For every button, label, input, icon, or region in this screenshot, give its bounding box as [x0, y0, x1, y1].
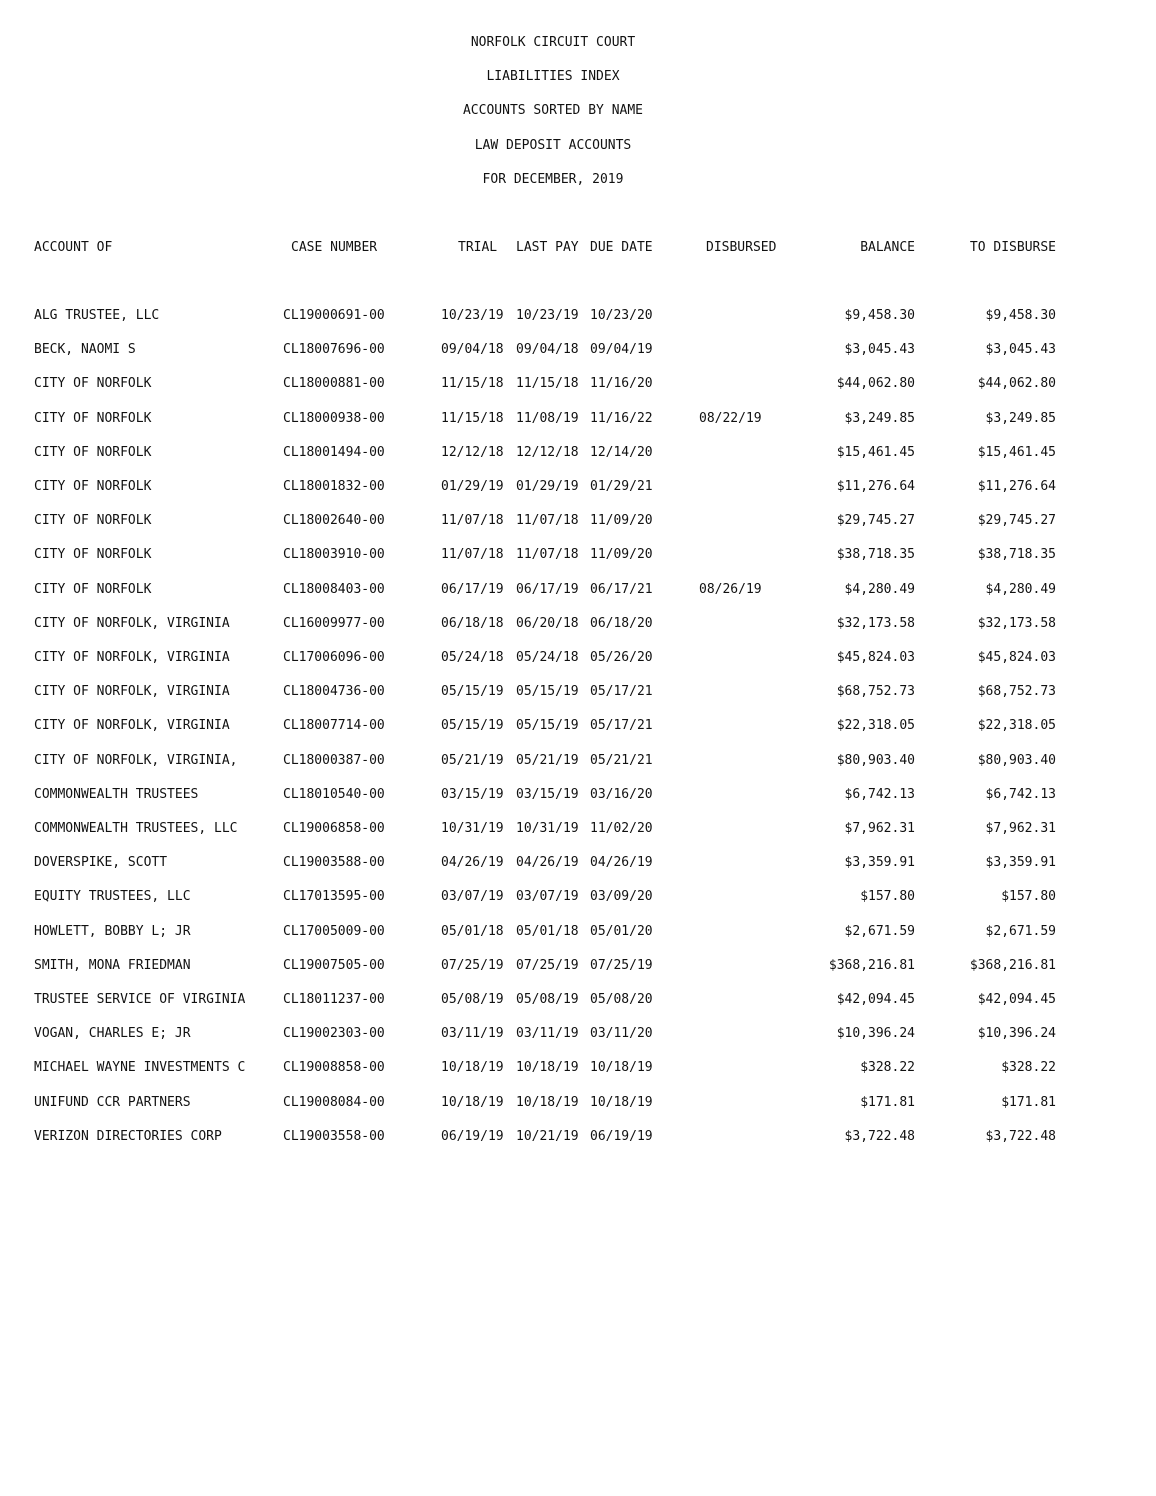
account-of-cell: CITY OF NORFOLK — [34, 479, 152, 494]
account-of-cell: CITY OF NORFOLK, VIRGINIA — [34, 684, 230, 700]
to-disburse-cell: $3,359.91 — [985, 855, 1056, 871]
column-header-account-of: ACCOUNT OF — [34, 240, 113, 255]
last-pay-cell: 11/15/18 — [516, 376, 579, 392]
last-pay-cell: 03/15/19 — [516, 786, 579, 802]
account-of-cell: CITY OF NORFOLK — [34, 513, 152, 529]
trial-cell: 05/01/18 — [441, 923, 504, 939]
to-disburse-cell: $22,318.05 — [977, 718, 1056, 734]
disbursed-cell: 08/22/19 — [699, 410, 762, 426]
due-date-cell: 05/21/21 — [590, 752, 653, 768]
balance-cell: $45,824.03 — [836, 650, 915, 665]
table-row — [0, 717, 1156, 735]
to-disburse-cell: $157.80 — [1001, 889, 1056, 905]
to-disburse-cell: $38,718.35 — [977, 547, 1056, 563]
table-row — [0, 923, 1156, 941]
account-of-cell: CITY OF NORFOLK, VIRGINIA — [34, 615, 230, 631]
trial-cell: 11/15/18 — [441, 376, 504, 392]
balance-cell: $10,396.24 — [836, 1026, 915, 1042]
trial-cell: 05/21/19 — [441, 752, 504, 768]
last-pay-cell: 10/31/19 — [516, 821, 579, 836]
case-number-cell: CL18010540-00 — [283, 786, 385, 802]
trial-cell: 06/17/19 — [441, 581, 504, 597]
case-number-cell: CL18000881-00 — [283, 376, 385, 392]
due-date-cell: 10/23/20 — [590, 308, 653, 323]
table-row — [0, 991, 1156, 1009]
case-number-cell: CL19000691-00 — [283, 308, 385, 323]
last-pay-cell: 05/21/19 — [516, 752, 579, 768]
balance-cell: $328.22 — [860, 1060, 915, 1076]
due-date-cell: 03/09/20 — [590, 889, 653, 905]
due-date-cell: 11/09/20 — [590, 513, 653, 529]
due-date-cell: 06/19/19 — [590, 1128, 653, 1144]
due-date-cell: 07/25/19 — [590, 957, 653, 973]
balance-cell: $29,745.27 — [836, 513, 915, 529]
due-date-cell: 04/26/19 — [590, 855, 653, 871]
table-row — [0, 375, 1156, 393]
report-header — [0, 34, 1106, 205]
last-pay-cell: 11/07/18 — [516, 547, 579, 563]
table-row — [0, 820, 1156, 838]
to-disburse-cell: $29,745.27 — [977, 513, 1056, 529]
due-date-cell: 05/26/20 — [590, 650, 653, 665]
account-of-cell: COMMONWEALTH TRUSTEES — [34, 786, 199, 802]
trial-cell: 11/07/18 — [441, 547, 504, 563]
account-of-cell: CITY OF NORFOLK — [34, 376, 152, 392]
trial-cell: 05/08/19 — [441, 992, 504, 1007]
table-row — [0, 1094, 1156, 1112]
to-disburse-cell: $44,062.80 — [977, 376, 1056, 392]
due-date-cell: 05/17/21 — [590, 684, 653, 700]
table-row — [0, 649, 1156, 667]
to-disburse-cell: $32,173.58 — [977, 615, 1056, 631]
table-row — [0, 1025, 1156, 1043]
case-number-cell: CL17006096-00 — [283, 650, 385, 665]
trial-cell: 10/23/19 — [441, 308, 504, 323]
trial-cell: 06/19/19 — [441, 1128, 504, 1144]
due-date-cell: 11/09/20 — [590, 547, 653, 563]
case-number-cell: CL18007714-00 — [283, 718, 385, 734]
column-header-disbursed: DISBURSED — [706, 240, 777, 255]
to-disburse-cell: $3,249.85 — [985, 410, 1056, 426]
account-of-cell: VOGAN, CHARLES E; JR — [34, 1026, 191, 1042]
to-disburse-cell: $171.81 — [1001, 1094, 1056, 1110]
account-of-cell: ALG TRUSTEE, LLC — [34, 308, 160, 323]
sort-description: ACCOUNTS SORTED BY NAME — [462, 103, 643, 119]
due-date-cell: 03/16/20 — [590, 786, 653, 802]
last-pay-cell: 03/07/19 — [516, 889, 579, 905]
trial-cell: 06/18/18 — [441, 615, 504, 631]
balance-cell: $7,962.31 — [844, 821, 915, 836]
case-number-cell: CL19007505-00 — [283, 957, 385, 973]
last-pay-cell: 06/17/19 — [516, 581, 579, 597]
to-disburse-cell: $3,722.48 — [985, 1128, 1056, 1144]
balance-cell: $6,742.13 — [844, 786, 915, 802]
to-disburse-cell: $2,671.59 — [985, 923, 1056, 939]
due-date-cell: 05/01/20 — [590, 923, 653, 939]
table-row — [0, 478, 1156, 496]
trial-cell: 11/15/18 — [441, 410, 504, 426]
last-pay-cell: 09/04/18 — [516, 342, 579, 358]
balance-cell: $368,216.81 — [828, 957, 915, 973]
column-header-to-disburse: TO DISBURSE — [969, 240, 1056, 255]
account-of-cell: EQUITY TRUSTEES, LLC — [34, 889, 191, 905]
case-number-cell: CL18000387-00 — [283, 752, 385, 768]
column-header-row — [0, 239, 1156, 257]
table-row — [0, 581, 1156, 599]
due-date-cell: 05/17/21 — [590, 718, 653, 734]
account-of-cell: TRUSTEE SERVICE OF VIRGINIA — [34, 992, 246, 1007]
last-pay-cell: 10/18/19 — [516, 1060, 579, 1076]
due-date-cell: 11/16/20 — [590, 376, 653, 392]
balance-cell: $3,045.43 — [844, 342, 915, 358]
table-row — [0, 683, 1156, 701]
case-number-cell: CL19003558-00 — [283, 1128, 385, 1144]
table-row — [0, 786, 1156, 804]
account-of-cell: UNIFUND CCR PARTNERS — [34, 1094, 191, 1110]
due-date-cell: 12/14/20 — [590, 444, 653, 460]
due-date-cell: 03/11/20 — [590, 1026, 653, 1042]
trial-cell: 04/26/19 — [441, 855, 504, 871]
case-number-cell: CL18000938-00 — [283, 410, 385, 426]
account-of-cell: CITY OF NORFOLK, VIRGINIA, — [34, 752, 238, 768]
to-disburse-cell: $68,752.73 — [977, 684, 1056, 700]
balance-cell: $11,276.64 — [836, 479, 915, 494]
table-row — [0, 444, 1156, 462]
account-of-cell: COMMONWEALTH TRUSTEES, LLC — [34, 821, 238, 836]
trial-cell: 07/25/19 — [441, 957, 504, 973]
account-of-cell: MICHAEL WAYNE INVESTMENTS C — [34, 1060, 246, 1076]
last-pay-cell: 05/08/19 — [516, 992, 579, 1007]
case-number-cell: CL18008403-00 — [283, 581, 385, 597]
due-date-cell: 05/08/20 — [590, 992, 653, 1007]
balance-cell: $42,094.45 — [836, 992, 915, 1007]
trial-cell: 03/15/19 — [441, 786, 504, 802]
last-pay-cell: 04/26/19 — [516, 855, 579, 871]
case-number-cell: CL18001832-00 — [283, 479, 385, 494]
last-pay-cell: 05/15/19 — [516, 718, 579, 734]
to-disburse-cell: $6,742.13 — [985, 786, 1056, 802]
trial-cell: 03/11/19 — [441, 1026, 504, 1042]
due-date-cell: 06/18/20 — [590, 615, 653, 631]
case-number-cell: CL17013595-00 — [283, 889, 385, 905]
to-disburse-cell: $7,962.31 — [985, 821, 1056, 836]
table-row — [0, 1059, 1156, 1077]
table-row — [0, 410, 1156, 428]
last-pay-cell: 01/29/19 — [516, 479, 579, 494]
column-header-case-number: CASE NUMBER — [291, 240, 378, 255]
balance-cell: $3,249.85 — [844, 410, 915, 426]
table-row — [0, 957, 1156, 975]
balance-cell: $9,458.30 — [844, 308, 915, 323]
to-disburse-cell: $3,045.43 — [985, 342, 1056, 358]
trial-cell: 05/24/18 — [441, 650, 504, 665]
due-date-cell: 11/16/22 — [590, 410, 653, 426]
to-disburse-cell: $9,458.30 — [985, 308, 1056, 323]
column-header-trial: TRIAL — [458, 240, 498, 255]
table-row — [0, 341, 1156, 359]
to-disburse-cell: $15,461.45 — [977, 444, 1056, 460]
balance-cell: $157.80 — [860, 889, 915, 905]
balance-cell: $3,722.48 — [844, 1128, 915, 1144]
case-number-cell: CL19008858-00 — [283, 1060, 385, 1076]
balance-cell: $3,359.91 — [844, 855, 915, 871]
account-of-cell: HOWLETT, BOBBY L; JR — [34, 923, 191, 939]
report-period: FOR DECEMBER, 2019 — [482, 171, 624, 187]
case-number-cell: CL18004736-00 — [283, 684, 385, 700]
last-pay-cell: 10/21/19 — [516, 1128, 579, 1144]
table-row — [0, 615, 1156, 633]
to-disburse-cell: $11,276.64 — [977, 479, 1056, 494]
trial-cell: 05/15/19 — [441, 718, 504, 734]
last-pay-cell: 11/08/19 — [516, 410, 579, 426]
to-disburse-cell: $368,216.81 — [969, 957, 1056, 973]
case-number-cell: CL19006858-00 — [283, 821, 385, 836]
trial-cell: 09/04/18 — [441, 342, 504, 358]
case-number-cell: CL17005009-00 — [283, 923, 385, 939]
table-row — [0, 1128, 1156, 1146]
account-of-cell: CITY OF NORFOLK, VIRGINIA — [34, 718, 230, 734]
trial-cell: 03/07/19 — [441, 889, 504, 905]
trial-cell: 12/12/18 — [441, 444, 504, 460]
disbursed-cell: 08/26/19 — [699, 581, 762, 597]
account-type: LAW DEPOSIT ACCOUNTS — [474, 137, 632, 153]
last-pay-cell: 03/11/19 — [516, 1026, 579, 1042]
balance-cell: $32,173.58 — [836, 615, 915, 631]
table-row — [0, 546, 1156, 564]
balance-cell: $4,280.49 — [844, 581, 915, 597]
case-number-cell: CL19008084-00 — [283, 1094, 385, 1110]
balance-cell: $171.81 — [860, 1094, 915, 1110]
due-date-cell: 06/17/21 — [590, 581, 653, 597]
last-pay-cell: 05/01/18 — [516, 923, 579, 939]
account-of-cell: CITY OF NORFOLK — [34, 410, 152, 426]
column-header-last-pay: LAST PAY — [516, 240, 579, 255]
last-pay-cell: 06/20/18 — [516, 615, 579, 631]
to-disburse-cell: $10,396.24 — [977, 1026, 1056, 1042]
case-number-cell: CL19002303-00 — [283, 1026, 385, 1042]
trial-cell: 10/31/19 — [441, 821, 504, 836]
account-of-cell: VERIZON DIRECTORIES CORP — [34, 1128, 222, 1144]
account-of-cell: SMITH, MONA FRIEDMAN — [34, 957, 191, 973]
account-of-cell: DOVERSPIKE, SCOTT — [34, 855, 168, 871]
to-disburse-cell: $42,094.45 — [977, 992, 1056, 1007]
due-date-cell: 10/18/19 — [590, 1094, 653, 1110]
table-row — [0, 888, 1156, 906]
last-pay-cell: 05/24/18 — [516, 650, 579, 665]
balance-cell: $44,062.80 — [836, 376, 915, 392]
trial-cell: 11/07/18 — [441, 513, 504, 529]
trial-cell: 05/15/19 — [441, 684, 504, 700]
due-date-cell: 10/18/19 — [590, 1060, 653, 1076]
last-pay-cell: 12/12/18 — [516, 444, 579, 460]
to-disburse-cell: $328.22 — [1001, 1060, 1056, 1076]
case-number-cell: CL18003910-00 — [283, 547, 385, 563]
account-of-cell: CITY OF NORFOLK — [34, 581, 152, 597]
last-pay-cell: 07/25/19 — [516, 957, 579, 973]
case-number-cell: CL18011237-00 — [283, 992, 385, 1007]
table-row — [0, 752, 1156, 770]
last-pay-cell: 10/23/19 — [516, 308, 579, 323]
to-disburse-cell: $4,280.49 — [985, 581, 1056, 597]
case-number-cell: CL18002640-00 — [283, 513, 385, 529]
case-number-cell: CL16009977-00 — [283, 615, 385, 631]
balance-cell: $80,903.40 — [836, 752, 915, 768]
due-date-cell: 09/04/19 — [590, 342, 653, 358]
trial-cell: 10/18/19 — [441, 1060, 504, 1076]
balance-cell: $15,461.45 — [836, 444, 915, 460]
trial-cell: 01/29/19 — [441, 479, 504, 494]
last-pay-cell: 05/15/19 — [516, 684, 579, 700]
table-row — [0, 307, 1156, 325]
to-disburse-cell: $80,903.40 — [977, 752, 1056, 768]
balance-cell: $22,318.05 — [836, 718, 915, 734]
case-number-cell: CL18001494-00 — [283, 444, 385, 460]
due-date-cell: 01/29/21 — [590, 479, 653, 494]
column-header-balance: BALANCE — [860, 240, 915, 255]
account-of-cell: BECK, NAOMI S — [34, 342, 136, 358]
column-header-due-date: DUE DATE — [590, 240, 653, 255]
balance-cell: $68,752.73 — [836, 684, 915, 700]
due-date-cell: 11/02/20 — [590, 821, 653, 836]
trial-cell: 10/18/19 — [441, 1094, 504, 1110]
report-title: LIABILITIES INDEX — [486, 69, 620, 85]
last-pay-cell: 10/18/19 — [516, 1094, 579, 1110]
balance-cell: $2,671.59 — [844, 923, 915, 939]
case-number-cell: CL19003588-00 — [283, 855, 385, 871]
court-name: NORFOLK CIRCUIT COURT — [470, 35, 636, 50]
table-row — [0, 512, 1156, 530]
account-of-cell: CITY OF NORFOLK — [34, 547, 152, 563]
last-pay-cell: 11/07/18 — [516, 513, 579, 529]
balance-cell: $38,718.35 — [836, 547, 915, 563]
account-of-cell: CITY OF NORFOLK, VIRGINIA — [34, 650, 230, 665]
table-row — [0, 854, 1156, 872]
case-number-cell: CL18007696-00 — [283, 342, 385, 358]
to-disburse-cell: $45,824.03 — [977, 650, 1056, 665]
account-of-cell: CITY OF NORFOLK — [34, 444, 152, 460]
